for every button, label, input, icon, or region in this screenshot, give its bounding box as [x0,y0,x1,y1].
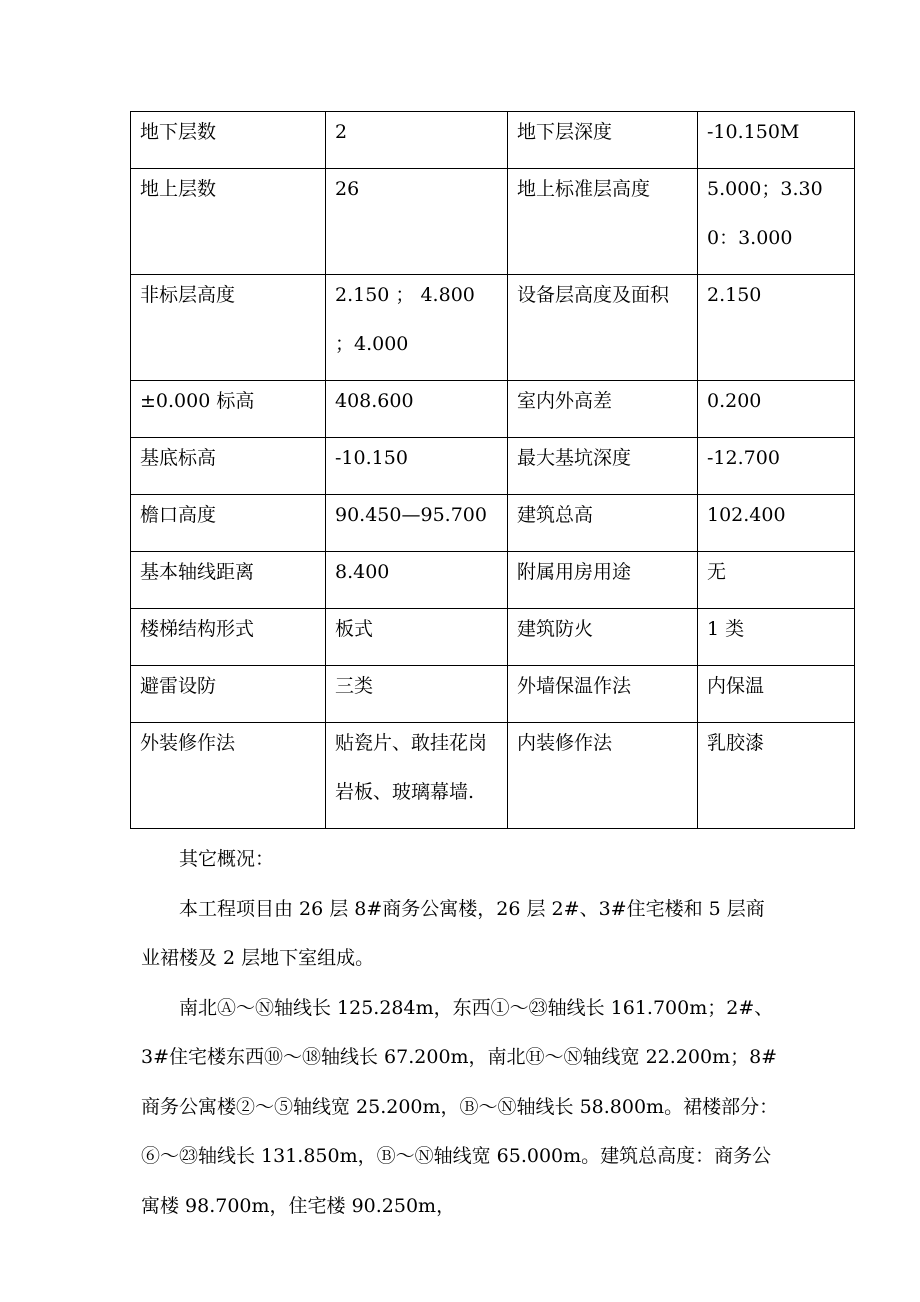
table-row [131,275,855,381]
table-cell-value: 0.200 [698,381,855,438]
table-row [131,438,855,495]
table-cell-value: 408.600 [326,381,508,438]
table-cell-label: 内装修作法 [508,723,698,829]
table-cell-label: 地上层数 [131,169,326,275]
table-cell-label: 檐口高度 [131,495,326,552]
table-cell-value: 2.150 [698,275,855,381]
table-row [131,609,855,666]
spec-table-body [131,112,855,829]
table-cell-value: -12.700 [698,438,855,495]
table-cell-value: 90.450—95.700 [326,495,508,552]
table-cell-label: 非标层高度 [131,275,326,381]
table-cell-label: 建筑防火 [508,609,698,666]
section-heading: 其它概况： [179,848,275,870]
table-cell-value: 5.000；3.300：3.000 [698,169,855,275]
table-cell-label: 地下层数 [131,112,326,169]
table-cell-value: 无 [698,552,855,609]
table-cell-label: 地下层深度 [508,112,698,169]
table-row [131,112,855,169]
table-cell-label: 避雷设防 [131,666,326,723]
table-row [131,723,855,829]
table-cell-value: 三类 [326,666,508,723]
table-cell-label: 外墙保温作法 [508,666,698,723]
table-cell-value: 2.150 ； 4.800 ；4.000 [326,275,508,381]
table-cell-value: 内保温 [698,666,855,723]
table-row [131,381,855,438]
table-cell-label: 附属用房用途 [508,552,698,609]
table-cell-label: ±0.000 标高 [131,381,326,438]
table-cell-label: 地上标准层高度 [508,169,698,275]
paragraph-axis-dimensions: 南北Ⓐ～Ⓝ轴线长 125.284m，东西①～㉓轴线长 161.700m；2#、3#住宅楼东西⑩～⑱轴线长 67.200m，南北Ⓗ～Ⓝ轴线宽 22.200m；8#商务公寓楼②～⑤轴线宽 25.200m，Ⓑ～Ⓝ轴线长 58.800m。裙楼部分：⑥～㉓轴线长 131.850m，Ⓑ～Ⓝ轴线宽 65.000m。建筑总高度：商务公寓楼 98.700m，住宅楼 90.250m， [141,996,779,1217]
table-row [131,169,855,275]
table-cell-value: -10.150 [326,438,508,495]
table-cell-value: 乳胶漆 [698,723,855,829]
table-cell-label: 建筑总高 [508,495,698,552]
table-cell-label: 最大基坑深度 [508,438,698,495]
building-spec-table [130,111,855,829]
table-cell-value: 26 [326,169,508,275]
table-row [131,666,855,723]
table-cell-value: 板式 [326,609,508,666]
overview-text [141,835,781,1231]
table-cell-value: -10.150M [698,112,855,169]
paragraph-composition: 本工程项目由 26 层 8#商务公寓楼，26 层 2#、3#住宅楼和 5 层商业裙楼及 2 层地下室组成。 [141,897,765,969]
table-row [131,552,855,609]
table-cell-value: 102.400 [698,495,855,552]
table-cell-label: 设备层高度及面积 [508,275,698,381]
table-row [131,495,855,552]
table-cell-label: 外装修作法 [131,723,326,829]
table-cell-label: 基底标高 [131,438,326,495]
table-cell-value: 2 [326,112,508,169]
table-cell-label: 室内外高差 [508,381,698,438]
table-cell-label: 楼梯结构形式 [131,609,326,666]
table-cell-label: 基本轴线距离 [131,552,326,609]
table-cell-value: 8.400 [326,552,508,609]
table-cell-value: 贴瓷片、敢挂花岗岩板、玻璃幕墙. [326,723,508,829]
table-cell-value: 1 类 [698,609,855,666]
